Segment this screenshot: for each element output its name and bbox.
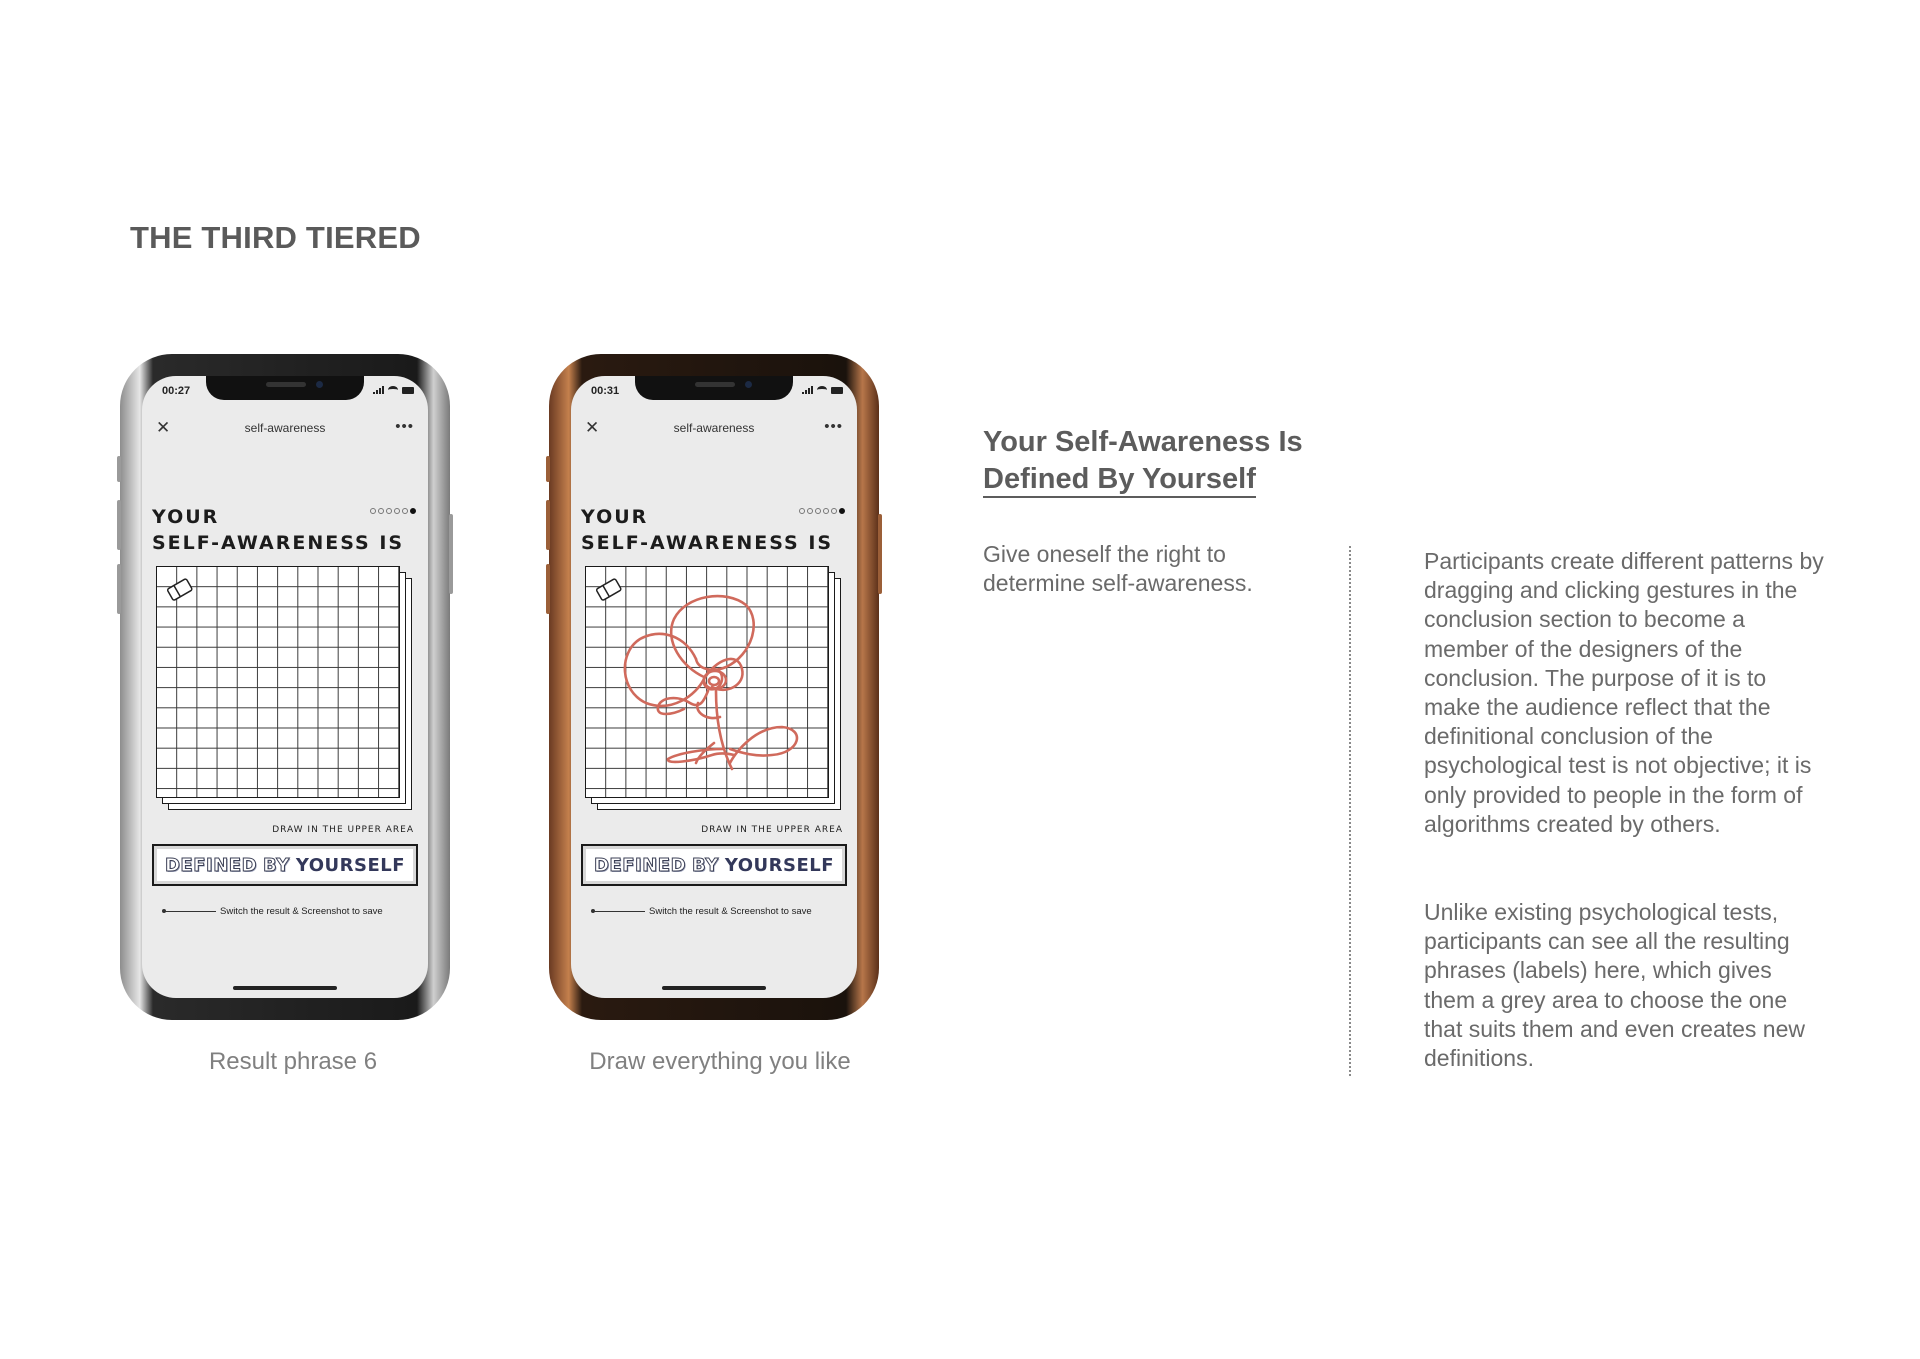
body-paragraph-1: Participants create different patterns by dragging and clicking gestures in the conclusion section to become a member of the designers of the conclusion. The purpose of it is to make the audience reflect that the definitional conclusion of the psychological test is not objective; it is only provided to people in the form of algorithms created by others. [1424, 548, 1824, 837]
page-dot[interactable] [823, 508, 829, 514]
eraser-icon[interactable] [165, 577, 195, 603]
lead-text: Give oneself the right to determine self-awareness. [983, 541, 1253, 596]
headline-line-1: YOUR [581, 506, 649, 528]
draw-hint: DRAW IN THE UPPER AREA [272, 825, 414, 835]
volume-up-button [546, 500, 550, 550]
result-phrase-bar[interactable] [152, 844, 418, 886]
page-dot-active[interactable] [410, 508, 416, 514]
page-dot[interactable] [799, 508, 805, 514]
wifi-icon [388, 386, 398, 394]
switch-hint-text: Switch the result & Screenshot to save [220, 906, 383, 917]
headline-line-1: YOUR [152, 506, 220, 528]
dotted-divider [1349, 546, 1351, 1076]
result-word-yourself: YOURSELF [724, 854, 835, 876]
more-icon[interactable]: ••• [395, 418, 414, 435]
page-dot[interactable] [815, 508, 821, 514]
result-word-yourself: YOURSELF [295, 854, 406, 876]
notch [635, 376, 793, 400]
result-word-defined: DEFINED [593, 854, 687, 876]
result-word-by: BY [692, 854, 719, 876]
mini-program-navbar [571, 418, 857, 442]
switch-hint[interactable] [593, 906, 857, 918]
result-word-by: BY [263, 854, 290, 876]
battery-icon [402, 387, 414, 394]
power-button [449, 514, 453, 594]
page-dot[interactable] [402, 508, 408, 514]
power-button [878, 514, 882, 594]
nav-title: self-awareness [673, 421, 755, 435]
body-paragraph-2: Unlike existing psychological tests, participants can see all the resulting phrases (labels) here, which gives them a grey area to choose the one that suits them and even creates new definitions. [1424, 899, 1805, 1072]
feature-title-line-2: Defined By Yourself [983, 463, 1256, 498]
nav-title: self-awareness [244, 421, 326, 435]
flower-sketch [586, 567, 830, 799]
page-dot-active[interactable] [839, 508, 845, 514]
signal-icon [373, 386, 384, 394]
headline [581, 504, 833, 556]
caption-result-phrase: Result phrase 6 [208, 1048, 378, 1075]
page-dot[interactable] [370, 508, 376, 514]
page-dot[interactable] [378, 508, 384, 514]
status-icons [802, 386, 843, 394]
home-indicator[interactable] [662, 986, 766, 990]
more-icon[interactable]: ••• [824, 418, 843, 435]
page-indicator [370, 508, 416, 514]
mini-program-navbar [142, 418, 428, 442]
headline-line-2: SELF-AWARENESS IS [152, 532, 405, 554]
battery-icon [831, 387, 843, 394]
drawing-canvas-stack [156, 566, 412, 812]
status-time: 00:27 [162, 385, 191, 397]
mute-switch [117, 456, 121, 482]
volume-down-button [117, 564, 121, 614]
volume-down-button [546, 564, 550, 614]
volume-up-button [117, 500, 121, 550]
switch-hint[interactable] [164, 906, 428, 918]
phone-screen [571, 376, 857, 998]
status-icons [373, 386, 414, 394]
signal-icon [802, 386, 813, 394]
notch [206, 376, 364, 400]
caption-draw: Draw everything you like [589, 1048, 851, 1075]
headline [152, 504, 404, 556]
page-indicator [799, 508, 845, 514]
drawing-canvas[interactable] [156, 566, 400, 798]
result-word-defined: DEFINED [164, 854, 258, 876]
drawing-canvas[interactable] [585, 566, 829, 798]
feature-title [983, 424, 1303, 498]
phone-mockup-draw [549, 354, 879, 1020]
page-dot[interactable] [831, 508, 837, 514]
page-dot[interactable] [394, 508, 400, 514]
close-icon[interactable]: ✕ [156, 418, 171, 437]
headline-line-2: SELF-AWARENESS IS [581, 532, 834, 554]
phone-screen [142, 376, 428, 998]
feature-title-line-1: Your Self-Awareness Is [983, 426, 1303, 458]
page-dot[interactable] [807, 508, 813, 514]
phone-mockup-result [120, 354, 450, 1020]
section-title: THE THIRD TIERED [130, 220, 421, 255]
switch-hint-text: Switch the result & Screenshot to save [649, 906, 812, 917]
drawing-canvas-stack [585, 566, 841, 812]
home-indicator[interactable] [233, 986, 337, 990]
draw-hint: DRAW IN THE UPPER AREA [701, 825, 843, 835]
result-phrase-bar[interactable] [581, 844, 847, 886]
wifi-icon [817, 386, 827, 394]
close-icon[interactable]: ✕ [585, 418, 600, 437]
page-dot[interactable] [386, 508, 392, 514]
status-time: 00:31 [591, 385, 620, 397]
mute-switch [546, 456, 550, 482]
